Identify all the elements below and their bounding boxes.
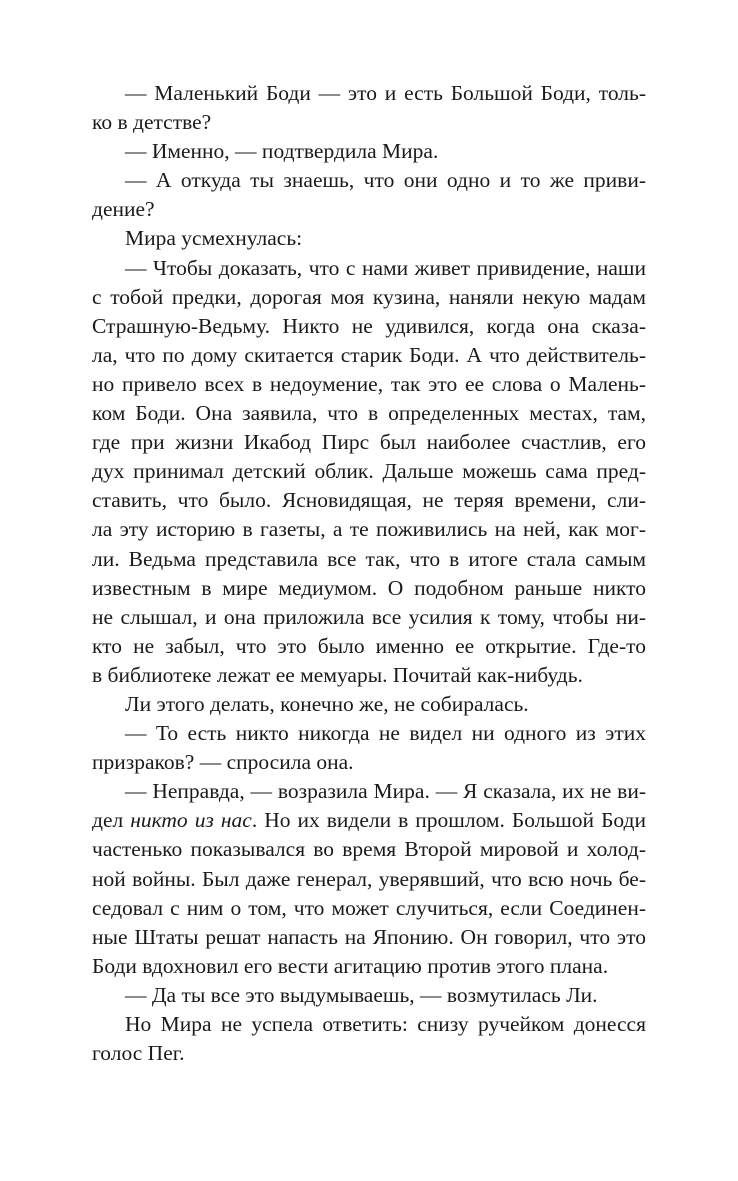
- text-segment: дел: [92, 808, 131, 833]
- book-page-text: [92, 79, 646, 1068]
- text-line: ла эту историю в газеты, а те поживились на ней, как мог-: [92, 517, 646, 542]
- text-line: — Чтобы доказать, что с нами живет привидение, наши: [125, 255, 646, 280]
- text-line: седовал с ним о том, что может случиться, если Соединен-: [92, 895, 646, 920]
- text-line: частенько показывался во время Второй мировой и холод-: [92, 837, 646, 862]
- text-line: где при жизни Икабод Пирс был наиболее счастлив, его: [92, 430, 646, 455]
- text-line: не слышал, и она приложила все усилия к тому, чтобы ни-: [92, 604, 646, 629]
- text-line: Но Мира не успела ответить: снизу ручейком донесся: [125, 1012, 646, 1036]
- text-line: призраков? — спросила она.: [92, 750, 354, 775]
- text-line: — Маленький Боди — это и есть Большой Боди, толь-: [125, 81, 646, 105]
- text-line: дение?: [92, 197, 155, 222]
- text-line: ставить, что было. Ясновидящая, не теряя времени, сли-: [92, 488, 646, 513]
- text-line: — А откуда ты знаешь, что они одно и то же приви-: [125, 168, 646, 193]
- text-line: ком Боди. Она заявила, что в определенных местах, там,: [92, 401, 646, 426]
- text-line: дух принимал детский облик. Дальше можешь сама пред-: [92, 459, 646, 484]
- text-line: — То есть никто никогда не видел ни одного из этих: [125, 721, 646, 746]
- text-line: — Неправда, — возразила Мира. — Я сказала, их не ви-: [125, 779, 646, 804]
- text-line: Ли этого делать, конечно же, не собиралась.: [125, 691, 529, 716]
- text-line: но привело всех в недоумение, так это ее слова о Малень-: [92, 371, 646, 396]
- text-line: кто не забыл, что это было именно ее открытие. Где-то: [92, 633, 646, 658]
- italic-phrase: никто из нас: [130, 808, 252, 833]
- text-line: Мира усмехнулась:: [125, 226, 303, 251]
- text-segment: . Но их видели в прошлом. Большой Боди: [251, 808, 646, 833]
- text-line: голос Пег.: [92, 1041, 185, 1066]
- text-line: ной войны. Был даже генерал, уверявший, что всю ночь бе-: [92, 866, 646, 891]
- text-line: ко в детстве?: [92, 110, 212, 135]
- text-line: — Да ты все это выдумываешь, — возмутилась Ли.: [125, 982, 598, 1007]
- text-line: в библиотеке лежат ее мемуары. Почитай как-нибудь.: [92, 662, 583, 687]
- text-line: ла, что по дому скитается старик Боди. А что действитель-: [92, 342, 646, 367]
- text-line: Боди вдохновил его вести агитацию против этого плана.: [92, 953, 609, 978]
- text-line: ные Штаты решат напасть на Японию. Он говорил, что это: [92, 924, 646, 949]
- text-line: известным в мире медиумом. О подобном раньше никто: [92, 575, 646, 600]
- text-line: с тобой предки, дорогая моя кузина, наняли некую мадам: [92, 284, 646, 309]
- text-line: Страшную-Ведьму. Никто не удивился, когда она сказа-: [92, 313, 646, 338]
- text-line: ли. Ведьма представила все так, что в итоге стала самым: [92, 546, 646, 571]
- text-line: — Именно, — подтвердила Мира.: [125, 139, 439, 164]
- text-line: [92, 806, 646, 835]
